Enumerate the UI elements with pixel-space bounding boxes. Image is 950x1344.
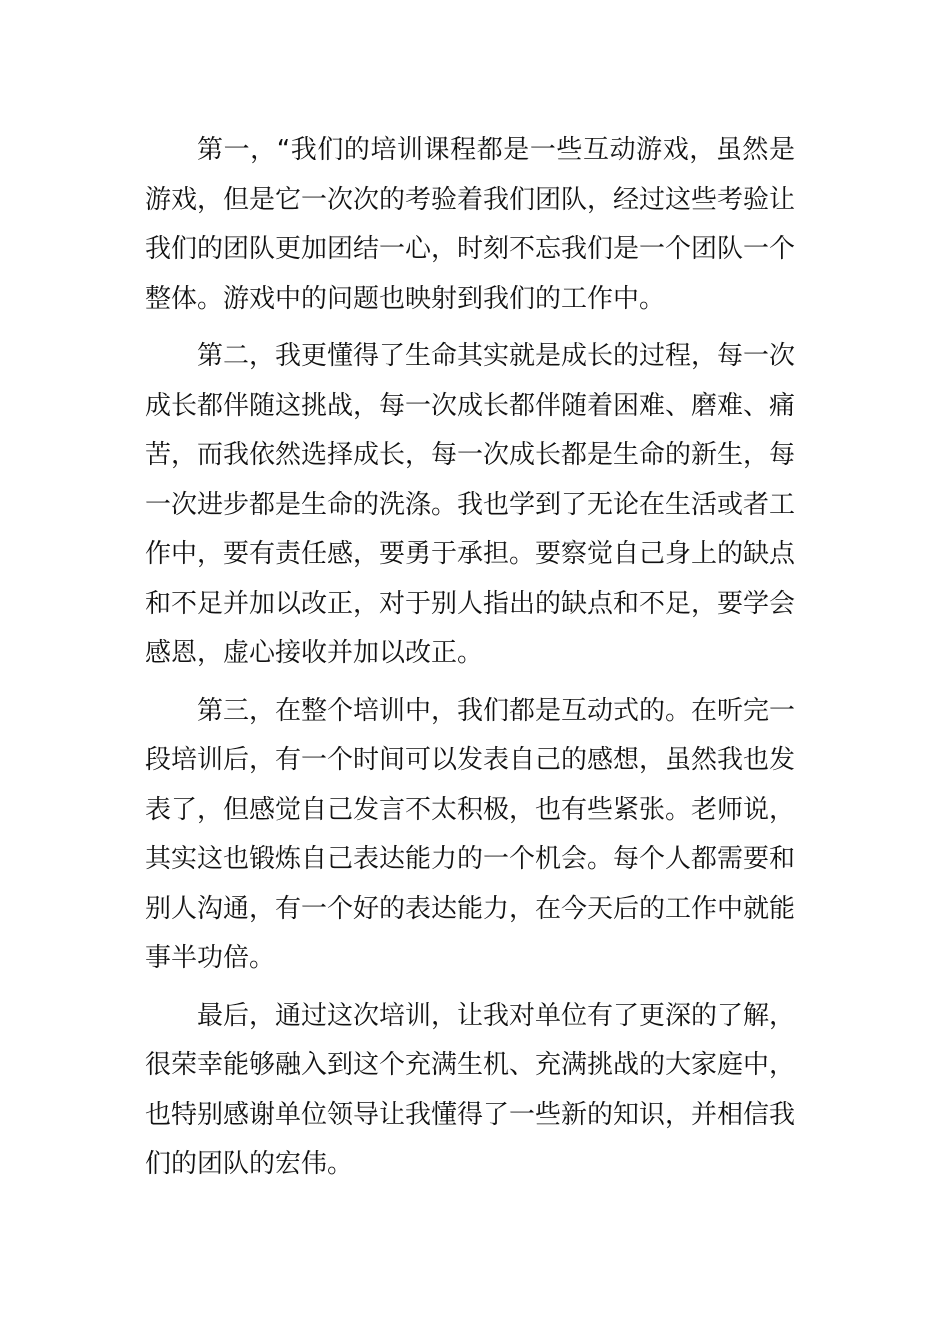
paragraph-first: 第一，“我们的培训课程都是一些互动游戏，虽然是游戏，但是它一次次的考验着我们团队，经过这些考验让我们的团队更加团结一心，时刻不忘我们是一个团队一个整体。游戏中的问题也映射到我们的工作中。 [145, 135, 796, 314]
paragraph-second: 第二，我更懂得了生命其实就是成长的过程，每一次成长都伴随这挑战，每一次成长都伴随着困难、磨难、痛苦，而我依然选择成长，每一次成长都是生命的新生，每一次进步都是生命的洗涤。我也学到了无论在生活或者工作中，要有责任感，要勇于承担。要察觉自己身上的缺点和不足并加以改正，对于别人指出的缺点和不足，要学会感恩，虚心接收并加以改正。 [145, 341, 796, 668]
paragraph-third: 第三，在整个培训中，我们都是互动式的。在听完一段培训后，有一个时间可以发表自己的感想，虽然我也发表了，但感觉自己发言不太积极，也有些紧张。老师说，其实这也锻炼自己表达能力的一个机会。每个人都需要和别人沟通，有一个好的表达能力，在今天后的工作中就能事半功倍。 [145, 695, 796, 973]
document-body [145, 126, 795, 1198]
paragraph-last: 最后，通过这次培训，让我对单位有了更深的了解，很荣幸能够融入到这个充满生机、充满挑战的大家庭中，也特别感谢单位领导让我懂得了一些新的知识，并相信我们的团队的宏伟。 [145, 1000, 796, 1179]
